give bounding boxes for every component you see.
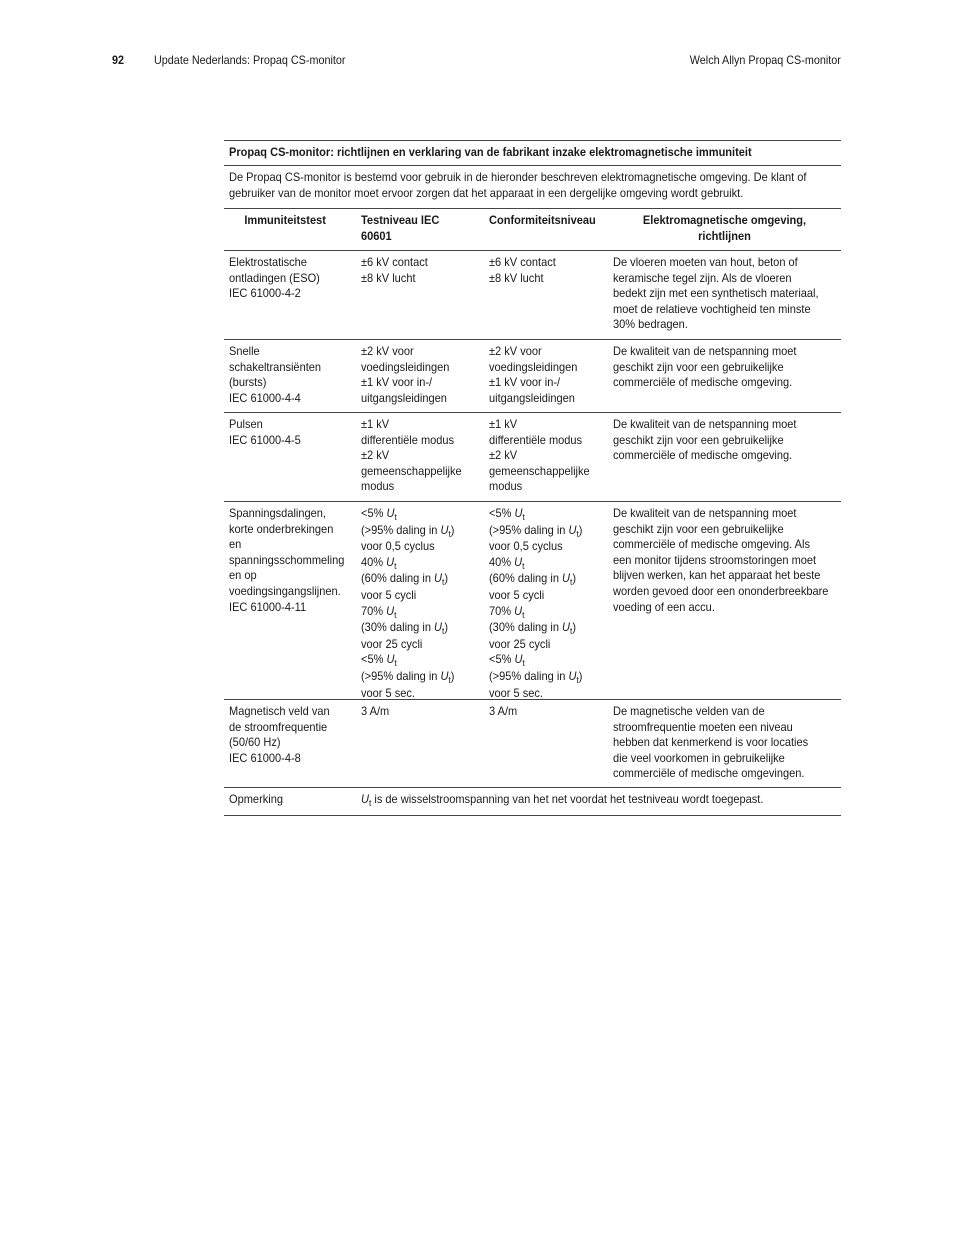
cell-line: ±2 kV [361,448,390,463]
cell-line: de stroomfrequentie [229,719,328,734]
table-intro: De Propaq CS-monitor is bestemd voor gebruik in de hieronder beschreven elektromagnetische omgeving. De klant of gebruiker van de monitor moet ervoor zorgen dat het apparaat in een dergelijke omgeving wordt gebruikt. [224,166,841,209]
cell-line: (60% daling in $U_t$) [489,571,577,588]
cell-line: gemeenschappelijke [361,463,462,478]
cell-line: bedekt zijn met een synthetisch materiaal, [613,286,819,301]
cell-line: voedingsingangslijnen. [229,583,341,598]
environment-cell [608,413,841,501]
compliance-cell [484,502,608,699]
cell-line: 30% bedragen. [613,317,688,332]
environment-cell [608,700,841,787]
cell-line: (30% daling in $U_t$) [489,620,577,637]
cell-line: hebben dat kenmerkend is voor locaties [613,735,809,750]
cell-line: Spanningsdalingen, [229,506,326,520]
cell-line: en [229,537,242,552]
cell-line: De kwaliteit van de netspanning moet [613,417,797,431]
column-header-environment: Elektromagnetische omgeving, richtlijnen [642,213,807,243]
level-cell [356,340,484,412]
cell-line: ±2 kV voor [489,344,542,358]
cell-line: ±6 kV contact [489,255,556,269]
compliance-cell [484,413,608,501]
cell-line: 3 A/m [489,704,518,718]
cell-line: voeding of een accu. [613,599,715,614]
column-header-test: Immuniteitstest [244,213,326,227]
cell-line: moet de relatieve vochtigheid ten minste [613,301,811,316]
cell-line: geschikt zijn voor een gebruikelijke [613,359,784,374]
cell-line: commerciële of medische omgeving. Als [613,537,810,552]
cell-line: voor 25 cycli [489,636,551,651]
cell-line: ±1 kV voor in-/ [361,375,433,390]
cell-line: gemeenschappelijke [489,463,590,478]
cell-line: blijven werken, kan het apparaat het beste [613,568,821,583]
table-title: Propaq CS-monitor: richtlijnen en verklaring van de fabrikant inzake elektromagnetische immuniteit [224,141,841,166]
cell-line: ±1 kV voor in-/ [489,375,561,390]
cell-line: De kwaliteit van de netspanning moet [613,506,797,520]
cell-line: geschikt zijn voor een gebruikelijke [613,521,784,536]
cell-line: 40% $U_t$ [361,554,397,571]
cell-line: ±1 kV [361,417,390,431]
level-cell [356,413,484,501]
table-row [224,251,841,340]
test-cell [224,340,356,412]
table-note-row [224,788,841,816]
cell-line: (>95% daling in $U_t$) [489,522,583,539]
cell-line: spanningsschommeling [229,552,345,567]
cell-line: IEC 61000-4-4 [229,390,301,405]
cell-line: ±6 kV contact [361,255,428,269]
cell-line: De kwaliteit van de netspanning moet [613,344,797,358]
cell-line: Snelle [229,344,260,358]
compliance-cell [484,700,608,787]
test-cell [224,251,356,339]
cell-line: 70% $U_t$ [489,603,525,620]
level-cell [356,251,484,339]
cell-line: De magnetische velden van de [613,704,765,718]
immunity-table [224,140,841,816]
cell-line: modus [489,479,523,494]
environment-cell [608,251,841,339]
cell-line: en op [229,568,257,583]
cell-line: ontladingen (ESO) [229,270,320,285]
table-row [224,340,841,413]
test-cell [224,413,356,501]
cell-line: Magnetisch veld van [229,704,330,718]
note-label: Opmerking [229,792,283,806]
cell-line: worden gevoed door een ononderbreekbare [613,583,829,598]
cell-line: die veel voorkomen in gebruikelijke [613,750,785,765]
test-cell [224,502,356,699]
cell-line: IEC 61000-4-8 [229,750,301,765]
test-cell [224,700,356,787]
cell-line: modus [361,479,395,494]
cell-line: voor 5 sec. [489,685,544,699]
table-row [224,413,841,502]
cell-line: keramische tegel zijn. Als de vloeren [613,270,792,285]
cell-line: <5% $U_t$ [489,652,525,669]
manual-title: Welch Allyn Propaq CS-monitor [689,53,841,67]
cell-line: voor 5 cycli [361,587,417,602]
cell-line: 70% $U_t$ [361,603,397,620]
cell-line: commerciële of medische omgeving. [613,375,793,390]
table-header-row [224,209,841,251]
cell-line: ±2 kV [489,448,518,463]
compliance-cell [484,340,608,412]
cell-line: voor 25 cycli [361,636,423,651]
column-header-compliance: Conformiteitsniveau [489,213,596,227]
cell-line: (60% daling in $U_t$) [361,571,449,588]
cell-line: (bursts) [229,375,267,390]
environment-cell [608,340,841,412]
cell-line: (>95% daling in $U_t$) [489,668,583,685]
cell-line: <5% $U_t$ [361,652,397,669]
cell-line: geschikt zijn voor een gebruikelijke [613,432,784,447]
cell-line: (30% daling in $U_t$) [361,620,449,637]
cell-line: differentiële modus [489,432,583,447]
column-header-level: Testniveau IEC 60601 [361,213,440,243]
cell-line: Elektrostatische [229,255,307,269]
cell-line: De vloeren moeten van hout, beton of [613,255,798,269]
cell-line: <5% $U_t$ [489,506,525,522]
level-cell [356,700,484,787]
cell-line: commerciële of medische omgevingen. [613,766,805,781]
level-cell [356,502,484,699]
cell-line: <5% $U_t$ [361,506,397,522]
cell-line: (50/60 Hz) [229,735,281,750]
cell-line: een monitor tijdens stroomstoringen moet [613,552,817,567]
cell-line: ±2 kV voor [361,344,414,358]
environment-cell [608,502,841,699]
cell-line: IEC 61000-4-11 [229,599,307,614]
cell-line: (>95% daling in $U_t$) [361,522,455,539]
cell-line: stroomfrequentie moeten een niveau [613,719,793,734]
cell-line: voor 5 cycli [489,587,545,602]
cell-line: IEC 61000-4-5 [229,432,301,447]
cell-line: 40% $U_t$ [489,554,525,571]
cell-line: ±8 kV lucht [489,270,544,285]
cell-line: Pulsen [229,417,263,431]
cell-line: voor 0,5 cyclus [489,539,563,554]
section-title: Update Nederlands: Propaq CS-monitor [154,53,346,67]
cell-line: ±1 kV [489,417,518,431]
cell-line: commerciële of medische omgeving. [613,448,793,463]
cell-line: IEC 61000-4-2 [229,286,301,301]
note-text: $U_t$ is de wisselstroomspanning van het net voordat het testniveau wordt toegepast. [361,792,764,808]
table-row [224,700,841,788]
cell-line: 3 A/m [361,704,390,718]
cell-line: voor 0,5 cyclus [361,539,435,554]
cell-line: voedingsleidingen [489,359,578,374]
page-number: 92 [112,53,125,67]
cell-line: differentiële modus [361,432,455,447]
cell-line: schakeltransiënten [229,359,322,374]
cell-line: voedingsleidingen [361,359,450,374]
cell-line: uitgangsleidingen [489,390,575,405]
cell-line: ±8 kV lucht [361,270,416,285]
compliance-cell [484,251,608,339]
table-row [224,502,841,700]
cell-line: (>95% daling in $U_t$) [361,668,455,685]
cell-line: uitgangsleidingen [361,390,447,405]
cell-line: korte onderbrekingen [229,521,334,536]
cell-line: voor 5 sec. [361,685,416,699]
